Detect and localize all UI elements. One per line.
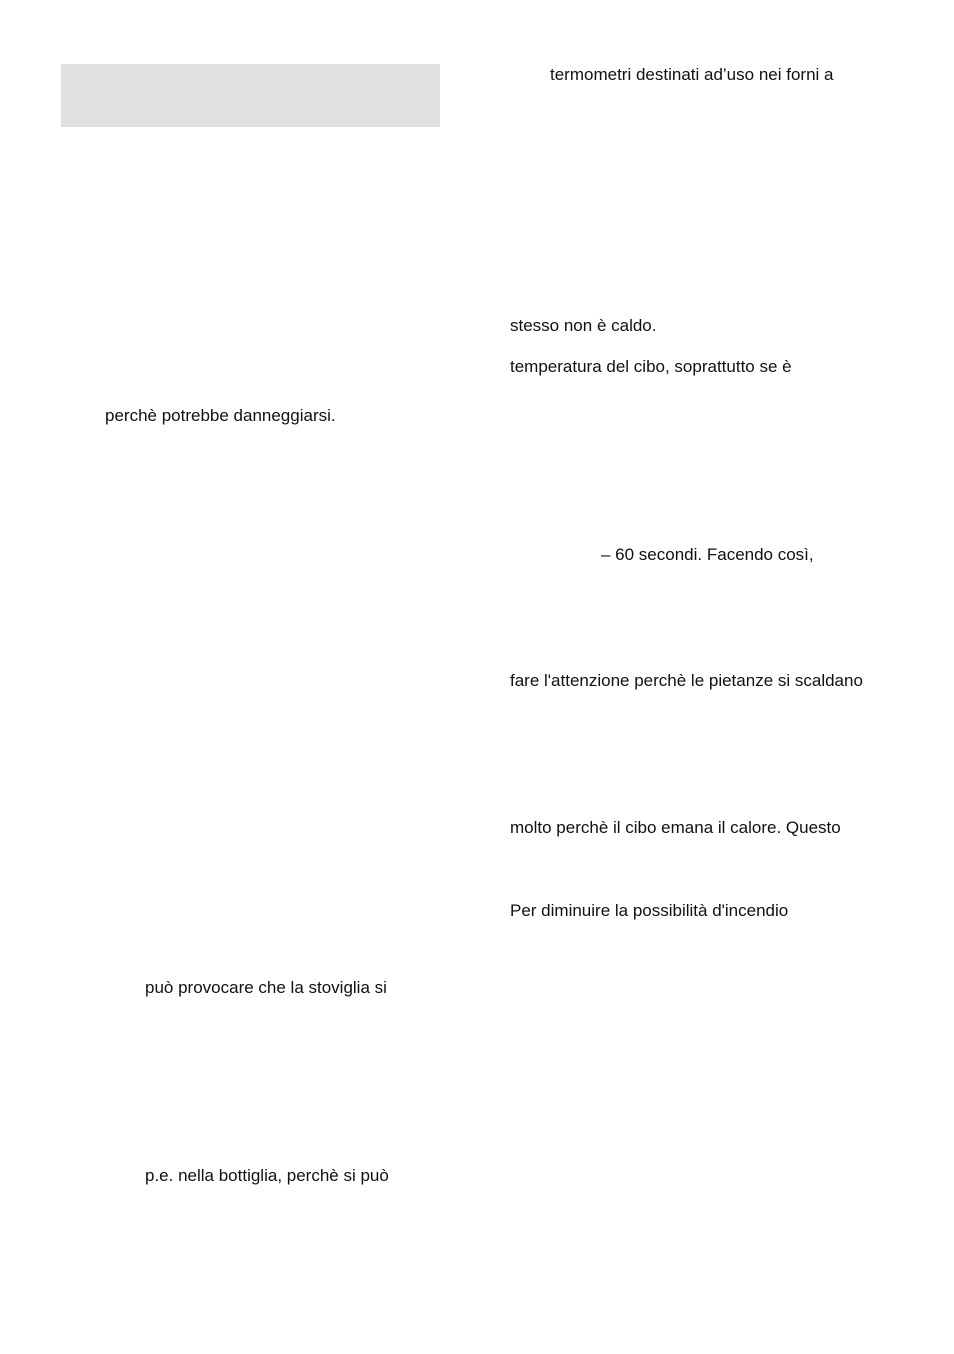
right-text-line: fare l'attenzione perchè le pietanze si scaldano — [510, 671, 863, 690]
section-header-box — [61, 64, 440, 127]
right-text-line: Per diminuire la possibilità d'incendio — [510, 901, 789, 920]
right-text-line: stesso non è caldo. — [510, 316, 657, 335]
right-text-line: temperatura del cibo, soprattutto se è — [510, 357, 792, 376]
left-text-line: perchè potrebbe danneggiarsi. — [105, 406, 336, 425]
left-text-line: p.e. nella bottiglia, perchè si può — [145, 1166, 389, 1185]
right-text-line: termometri destinati ad’uso nei forni a — [550, 65, 834, 84]
right-text-line: molto perchè il cibo emana il calore. Questo — [510, 818, 841, 837]
right-text-line: – 60 secondi. Facendo così, — [601, 545, 814, 564]
left-text-line: può provocare che la stoviglia si — [145, 978, 387, 997]
